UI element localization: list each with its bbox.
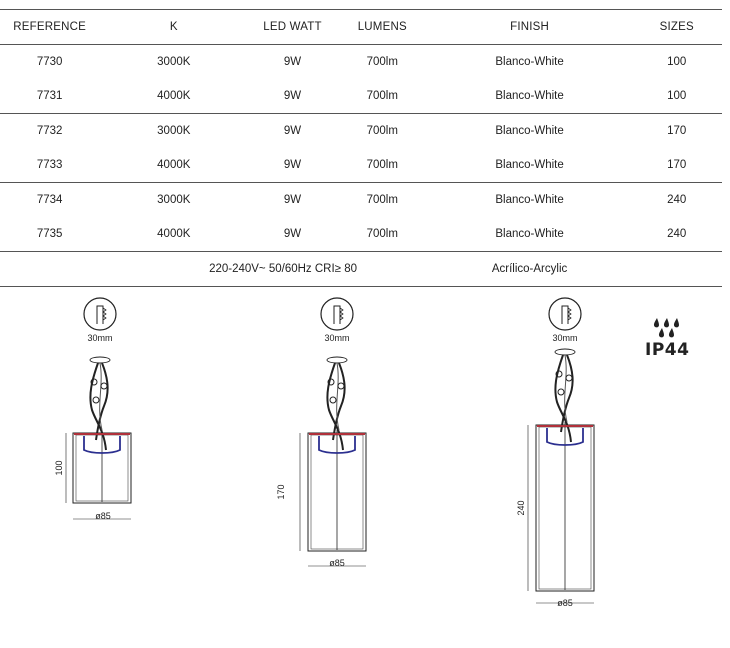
cell-k: 3000K — [157, 125, 191, 137]
table-row — [0, 45, 722, 80]
ip-rating-label: IP44 — [645, 340, 690, 360]
cell-size: 100 — [667, 56, 687, 68]
cell-k: 4000K — [99, 79, 248, 114]
height-label: 240 — [516, 500, 526, 516]
cell-finish: Blanco-White — [495, 56, 564, 68]
cell-finish: Blanco-White — [495, 125, 564, 137]
cell-lumens: 700lm — [337, 79, 428, 114]
cell-watt: 9W — [283, 125, 302, 137]
table-row — [0, 183, 722, 218]
cell-watt: 9W — [283, 194, 302, 206]
diameter-label: ø85 — [557, 598, 573, 608]
cell-finish: Blanco-White — [428, 79, 632, 114]
cell-reference: 7735 — [0, 217, 99, 252]
cell-reference: 7734 — [36, 194, 63, 206]
cell-watt: 9W — [248, 217, 337, 252]
cell-finish: Blanco-White — [428, 148, 632, 183]
cell-reference: 7730 — [36, 56, 63, 68]
col-lumens: LUMENS — [337, 10, 428, 45]
canopy-label: 30mm — [324, 333, 350, 343]
diameter-label: ø85 — [95, 511, 111, 521]
col-finish: FINISH — [428, 10, 632, 45]
cell-size: 240 — [667, 194, 687, 206]
diffuser-material: Acrílico-Arcylic — [428, 252, 632, 287]
cell-lumens: 700lm — [366, 56, 398, 68]
canopy-label: 30mm — [552, 333, 578, 343]
col-k: K — [99, 10, 248, 45]
cell-reference: 7731 — [0, 79, 99, 114]
table-row — [0, 148, 722, 183]
cell-finish: Blanco-White — [428, 217, 632, 252]
spec-table — [0, 9, 722, 287]
cell-size: 170 — [631, 148, 722, 183]
cell-reference: 7732 — [36, 125, 63, 137]
cell-watt: 9W — [248, 148, 337, 183]
drawing-100 — [54, 298, 131, 521]
cell-lumens: 700lm — [337, 217, 428, 252]
cell-k: 3000K — [157, 56, 191, 68]
drawings-svg — [0, 280, 730, 648]
table-row — [0, 217, 722, 252]
table-row — [0, 114, 722, 149]
drawing-240 — [516, 298, 594, 608]
drawing-170 — [276, 298, 366, 568]
canopy-label: 30mm — [87, 333, 113, 343]
cell-watt: 9W — [283, 56, 302, 68]
table-header-row — [0, 10, 722, 45]
height-label: 100 — [54, 460, 64, 476]
col-led-watt: LED WATT — [248, 10, 337, 45]
cell-finish: Blanco-White — [495, 194, 564, 206]
cell-k: 4000K — [99, 217, 248, 252]
cell-lumens: 700lm — [366, 194, 398, 206]
electrical-spec: 220-240V~ 50/60Hz CRI≥ 80 — [99, 252, 427, 287]
technical-drawings — [0, 280, 730, 648]
col-reference: REFERENCE — [0, 10, 99, 45]
cell-size: 170 — [667, 125, 687, 137]
cell-size: 240 — [631, 217, 722, 252]
cell-lumens: 700lm — [337, 148, 428, 183]
cell-watt: 9W — [248, 79, 337, 114]
cell-reference: 7733 — [0, 148, 99, 183]
cell-lumens: 700lm — [366, 125, 398, 137]
cell-size: 100 — [631, 79, 722, 114]
table-row — [0, 79, 722, 114]
col-sizes: SIZES — [631, 10, 722, 45]
height-label: 170 — [276, 484, 286, 500]
cell-k: 3000K — [157, 194, 191, 206]
diameter-label: ø85 — [329, 558, 345, 568]
cell-k: 4000K — [99, 148, 248, 183]
